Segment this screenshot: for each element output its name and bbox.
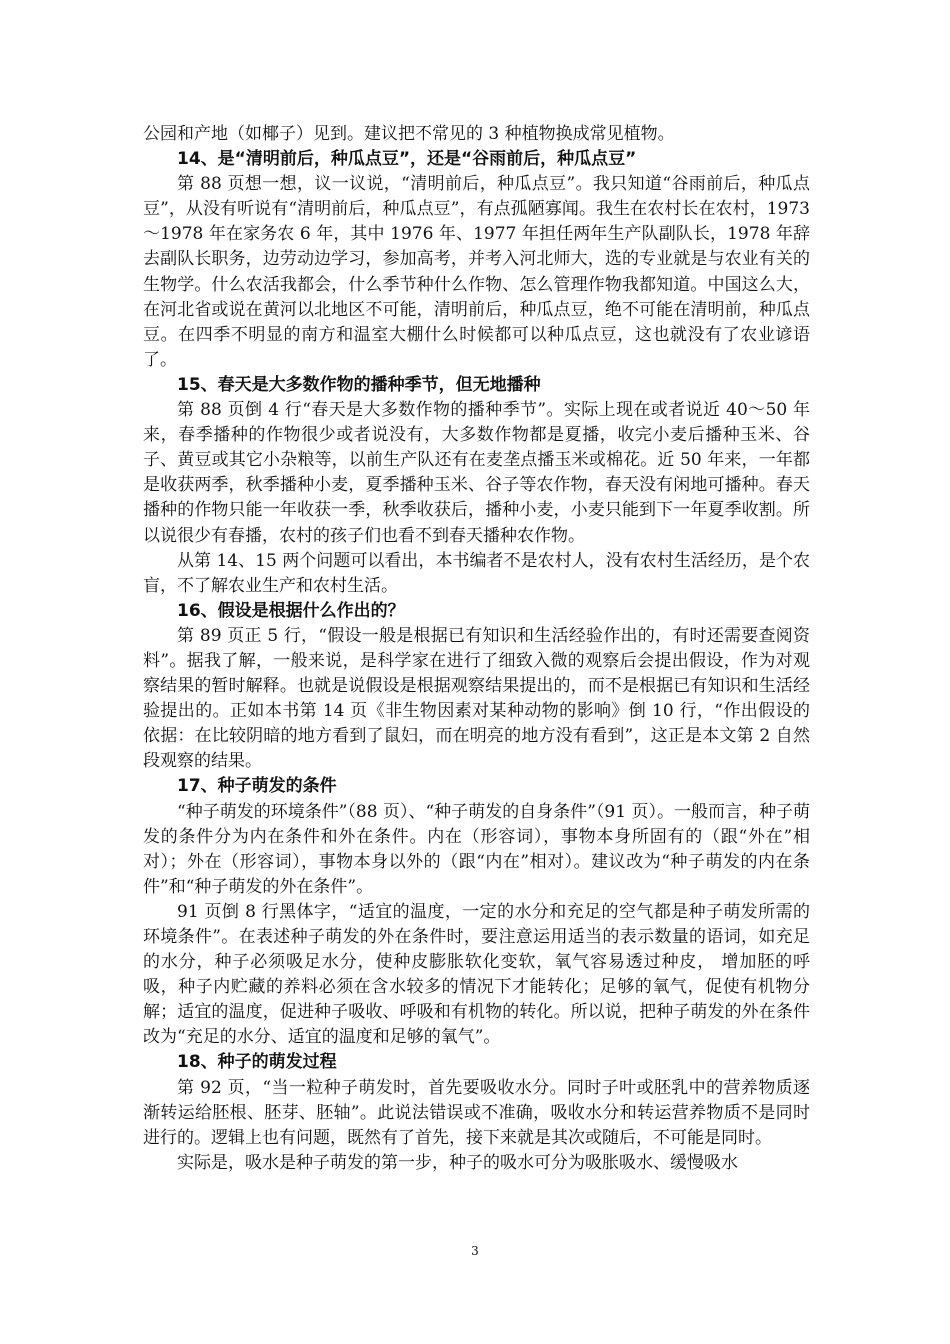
document-body xyxy=(143,122,810,1176)
section-heading-18: 18、种子的萌发过程 xyxy=(177,1052,337,1073)
paragraph: 公园和产地（如椰子）见到。建议把不常见的 3 种植物换成常见植物。 xyxy=(143,124,675,144)
paragraph: 第 92 页，“当一粒种子萌发时，首先要吸收水分。同时子叶或胚乳中的营养物质逐渐转运给胚根、胚芽、胚轴”。此说法错误或不准确，吸收水分和转运营养物质不是同时进行的。逻辑上也有问题，既然有了首先，接下来就是其次或随后，不可能是同时。 xyxy=(143,1077,810,1148)
section-heading-17: 17、种子萌发的条件 xyxy=(177,776,337,797)
paragraph: 91 页倒 8 行黑体字，“适宜的温度，一定的水分和充足的空气都是种子萌发所需的环境条件”。在表述种子萌发的外在条件时，要注意运用适当的表示数量的语词，如充足的水分，种子必须吸足水分，使种皮膨胀软化变软，氧气容易透过种皮， 增加胚的呼吸，种子内贮藏的养料必须在含水较多的情况下才能转化；足够的氧气，促使有机物分解；适宜的温度，促进种子吸收、呼吸和有机物的转化。所以说，把种子萌发的外在条件改为“充足的水分、适宜的温度和足够的氧气”。 xyxy=(143,901,810,1048)
paragraph: 实际是，吸水是种子萌发的第一步，种子的吸水可分为吸胀吸水、缓慢吸水 xyxy=(177,1152,738,1173)
paragraph: “种子萌发的环境条件”（88 页）、“种子萌发的自身条件”（91 页）。一般而言，种子萌发的条件分为内在条件和外在条件。内在（形容词），事物本身所固有的（跟“外在”相对）；外在（形容词），事物本身以外的（跟“内在”相对）。建议改为“种子萌发的内在条件”和“种子萌发的外在条件”。 xyxy=(143,801,810,897)
section-heading-14: 14、是“清明前后，种瓜点豆”，还是“谷雨前后，种瓜点豆” xyxy=(177,149,637,170)
section-heading-15: 15、春天是大多数作物的播种季节，但无地播种 xyxy=(177,374,541,395)
paragraph: 从第 14、15 两个问题可以看出，本书编者不是农村人，没有农村生活经历，是个农盲，不了解农业生产和农村生活。 xyxy=(143,550,810,596)
paragraph: 第 88 页想一想，议一议说，“清明前后，种瓜点豆”。我只知道“谷雨前后，种瓜点豆”，从没有听说有“清明前后，种瓜点豆”，有点孤陋寡闻。我生在农村长在农村，1973～1978 年在家务农 6 年，其中 1976 年、1977 年担任两年生产队副队长，1978 年辞去副队长职务，边劳动边学习，参加高考，并考入河北师大，选的专业就是与农业有关的生物学。什么农活我都会，什么季节种什么作物、怎么管理作物我都知道。中国这么大，在河北省或说在黄河以北地区不可能，清明前后，种瓜点豆，绝不可能在清明前，种瓜点豆。在四季不明显的南方和温室大棚什么时候都可以种瓜点豆，这也就没有了农业谚语了。 xyxy=(143,174,810,370)
paragraph: 第 88 页倒 4 行“春天是大多数作物的播种季节”。实际上现在或者说近 40～50 年来，春季播种的作物很少或者说没有，大多数作物都是夏播，收完小麦后播种玉米、谷子、黄豆或其它小杂粮等，以前生产队还有在麦垄点播玉米或棉花。近 50 年来，一年都是收获两季，秋季播种小麦，夏季播种玉米、谷子等农作物，春天没有闲地可播种。春天播种的作物只能一年收获一季，秋季收获后，播种小麦，小麦只能到下一年夏季收割。所以说很少有春播，农村的孩子们也看不到春天播种农作物。 xyxy=(143,400,810,546)
section-heading-16: 16、假设是根据什么作出的？ xyxy=(177,600,405,621)
paragraph: 第 89 页正 5 行，“假设一般是根据已有知识和生活经验作出的，有时还需要查阅资料”。据我了解，一般来说，是科学家在进行了细致入微的观察后会提出假设，作为对观察结果的暂时解释。也就是说假设是根据观察结果提出的，而不是根据已有知识和生活经验提出的。正如本书第 14 页《非生物因素对某种动物的影响》倒 10 行，“作出假设的依据：在比较阴暗的地方看到了鼠妇，而在明亮的地方没有看到”，这正是本文第 2 自然段观察的结果。 xyxy=(143,625,810,772)
page-number: 3 xyxy=(471,1244,479,1258)
